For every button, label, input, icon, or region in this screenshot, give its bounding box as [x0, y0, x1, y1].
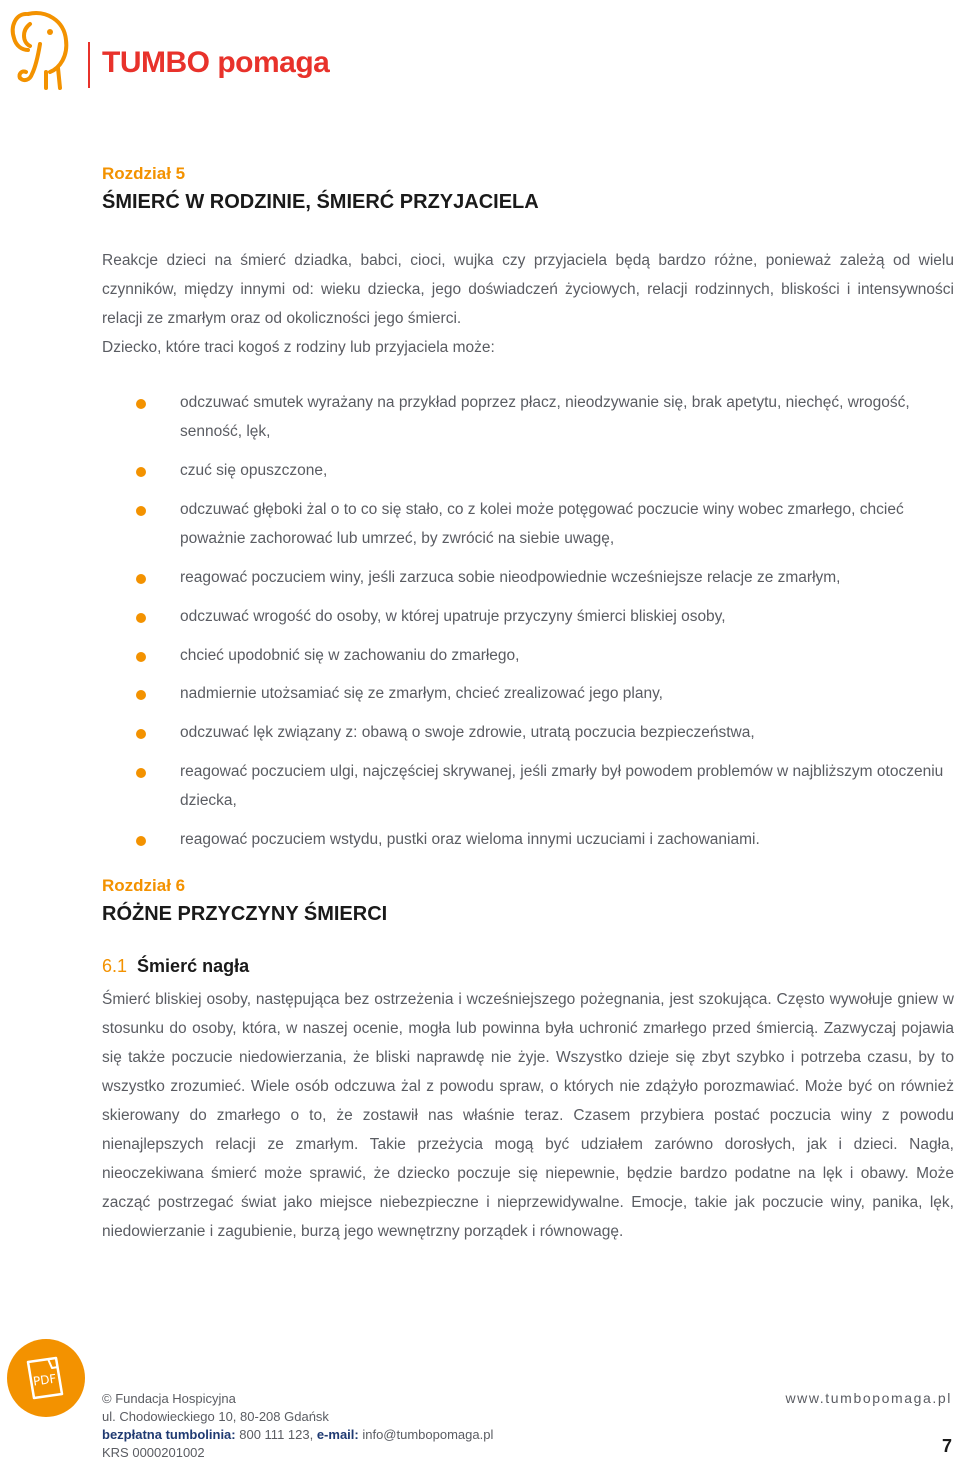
bullet-dot-icon — [136, 836, 146, 846]
bullet-dot-icon — [136, 574, 146, 584]
bullet-dot-icon — [136, 690, 146, 700]
bullet-dot-icon — [136, 399, 146, 409]
list-item: odczuwać wrogość do osoby, w której upatruje przyczyny śmierci bliskiej osoby, — [180, 602, 956, 631]
footer-website-link[interactable]: www.tumbopomaga.pl — [785, 1390, 952, 1406]
chapter-5-intro: Reakcje dzieci na śmierć dziadka, babci, cioci, wujka czy przyjaciela będą bardzo różne, ponieważ zależą od wielu czynników, między innymi od: wieku dziecka, jego doświadczeń życiowych, relacji rodzinnych, bliskości i intensywności relacji ze zmarłym oraz od okoliczności jego śmierci. — [102, 252, 954, 327]
list-item: reagować poczuciem wstydu, pustki oraz wieloma innymi uczuciami i zachowaniami. — [180, 825, 956, 854]
list-item: odczuwać głęboki żal o to co się stało, co z kolei może potęgować poczucie winy wobec zmarłego, chcieć poważnie zachorować lub umrzeć, by zwrócić na siebie uwagę, — [180, 495, 956, 553]
list-item: odczuwać smutek wyrażany na przykład poprzez płacz, nieodzywanie się, brak apetytu, niechęć, wrogość, senność, lęk, — [180, 388, 956, 446]
list-item: chcieć upodobnić się w zachowaniu do zmarłego, — [180, 641, 956, 670]
footer-contact — [102, 1390, 493, 1462]
section-6-1-body: Śmierć bliskiej osoby, następująca bez ostrzeżenia i wcześniejszego pożegnania, jest szokująca. Często wywołuje gniew w stosunku do osoby, która, w naszej ocenie, mogła lub powinna była uchronić zmarłego przed śmiercią. Zazwyczaj pojawia się także poczucie niedowierzania, że bliski naprawdę nie żyje. Wszystko dzieje się zbyt szybko i potrzeba czasu, by to wszystko zrozumieć. Wiele osób odczuwa żal z powodu spraw, o których nie zdążyło porozmawiać. Może być on również skierowany do zmarłego o to, że zostawił nas właśnie teraz. Czasem przybiera postać poczucia winy z powodu nienajlepszych relacji ze zmarłym. Takie przeżycia mogą być udziałem zarówno dorosłych, jak i dzieci. Nagła, nieoczekiwana śmierć może sprawić, że dziecko poczuje się niepewnie, będzie bardzo podatne na lęk i obawy. Może zacząć postrzegać świat jako miejsce niebezpieczne i nieprzewidywalne. Emocje, takie jak poczucie winy, panika, lęk, niedowierzanie i zagubienie, burzą jego wewnętrzny porządek i równowagę. — [102, 991, 954, 1240]
bullet-dot-icon — [136, 652, 146, 662]
section-title: Śmierć nagła — [137, 956, 250, 976]
footer-org: © Fundacja Hospicyjna — [102, 1391, 236, 1406]
page-number: 7 — [941, 1436, 952, 1456]
list-item: czuć się opuszczone, — [180, 456, 956, 485]
elephant-logo-icon — [6, 4, 76, 92]
footer-address: ul. Chodowieckiego 10, 80-208 Gdańsk — [102, 1409, 329, 1424]
list-item: reagować poczuciem ulgi, najczęściej skrywanej, jeśli zmarły był powodem problemów w najbliższym otoczeniu dziecka, — [180, 757, 956, 815]
header-divider — [88, 42, 90, 88]
bullet-dot-icon — [136, 613, 146, 623]
bullet-dot-icon — [136, 768, 146, 778]
list-item: odczuwać lęk związany z: obawą o swoje zdrowie, utratą poczucia bezpieczeństwa, — [180, 718, 956, 747]
bullet-dot-icon — [136, 467, 146, 477]
footer-hotline: bezpłatna tumbolinia: 800 111 123, e-mail: info@tumbopomaga.pl — [102, 1427, 494, 1442]
list-item: nadmiernie utożsamiać się ze zmarłym, chcieć zrealizować jego plany, — [180, 679, 956, 708]
chapter-6-label: Rozdział 6 — [102, 876, 186, 895]
pdf-document-icon — [6, 1338, 86, 1418]
chapter-6-title: RÓŻNE PRZYCZYNY ŚMIERCI — [102, 903, 388, 925]
chapter-5-lead: Dziecko, które traci kogoś z rodziny lub przyjaciela może: — [102, 339, 495, 356]
bullet-dot-icon — [136, 729, 146, 739]
chapter-5-label: Rozdział 5 — [102, 164, 186, 183]
section-6-1-heading — [102, 956, 249, 977]
pdf-badge-label: PDF — [32, 1371, 58, 1389]
list-item: reagować poczuciem winy, jeśli zarzuca sobie nieodpowiednie wcześniejsze relacje ze zmarłym, — [180, 563, 956, 592]
chapter-5-title: ŚMIERĆ W RODZINIE, ŚMIERĆ PRZYJACIELA — [102, 191, 539, 213]
footer-krs: KRS 0000201002 — [102, 1445, 205, 1460]
bullet-dot-icon — [136, 506, 146, 516]
section-number: 6.1 — [102, 956, 128, 976]
brand-title: TUMBO pomaga — [102, 46, 330, 79]
